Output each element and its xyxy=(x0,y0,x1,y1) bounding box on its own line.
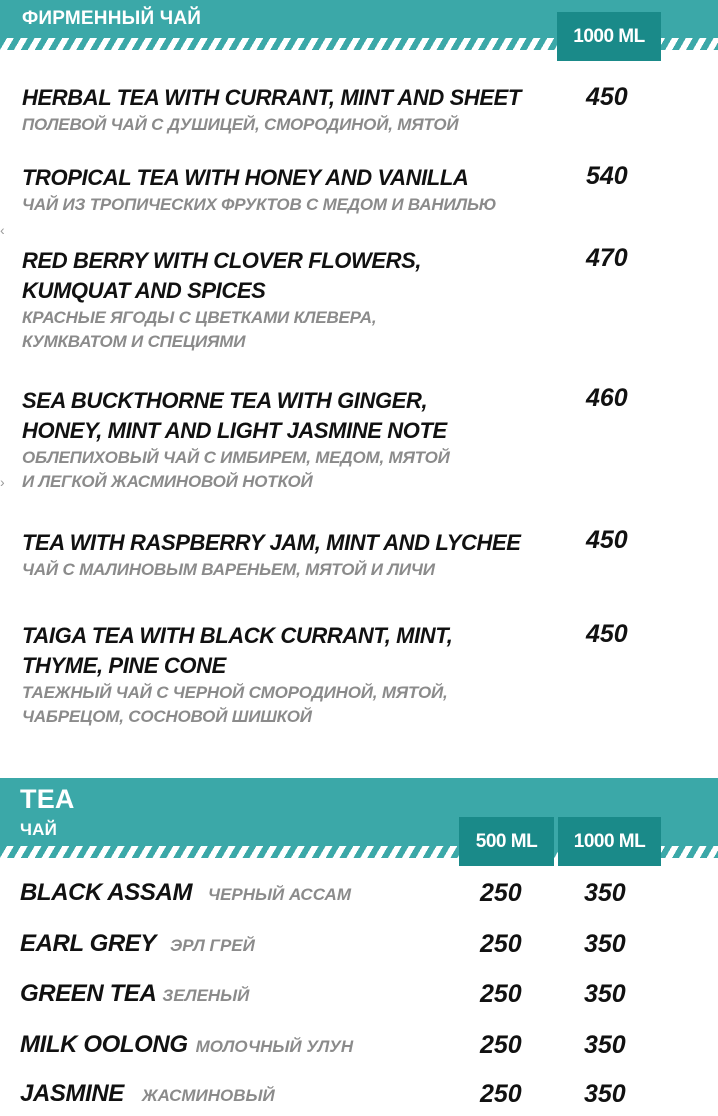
tea-name-ru: ЭРЛ ГРЕЙ xyxy=(169,936,255,955)
price-1000: 350 xyxy=(584,930,626,958)
price-500: 250 xyxy=(480,980,522,1008)
price-1000: 350 xyxy=(584,879,626,907)
price-1000: 350 xyxy=(584,980,626,1008)
price-1000: 350 xyxy=(584,1031,626,1059)
price-500: 250 xyxy=(480,1031,522,1059)
item-name-ru: ТАЕЖНЫЙ ЧАЙ С ЧЕРНОЙ СМОРОДИНОЙ, МЯТОЙ, ЧАБРЕЦОМ, СОСНОВОЙ ШИШКОЙ xyxy=(22,683,448,726)
menu-item xyxy=(22,163,582,217)
tea-row xyxy=(20,980,680,1016)
tea-row xyxy=(20,1080,680,1116)
tea-volume-small: 500 ML xyxy=(459,817,554,866)
tea-name-ru: МОЛОЧНЫЙ УЛУН xyxy=(195,1037,354,1056)
item-name-en: TEA WITH RASPBERRY JAM, MINT AND LYCHEE xyxy=(22,530,521,555)
menu-item xyxy=(22,246,582,354)
tea-subtitle: ЧАЙ xyxy=(20,820,58,839)
item-name-en: TAIGA TEA WITH BLACK CURRANT, MINT, THYME, PINE CONE xyxy=(22,623,453,678)
tea-title: TEA xyxy=(20,784,75,814)
item-name-ru: ЧАЙ С МАЛИНОВЫМ ВАРЕНЬЕМ, МЯТОЙ И ЛИЧИ xyxy=(22,560,435,579)
item-price: 450 xyxy=(586,620,628,648)
tea-name-en: EARL GREY xyxy=(20,930,156,957)
menu-item xyxy=(22,621,582,729)
price-500: 250 xyxy=(480,1080,522,1108)
item-price: 450 xyxy=(586,526,628,554)
item-price: 450 xyxy=(586,83,628,111)
tea-name-ru: ЗЕЛЕНЫЙ xyxy=(162,986,250,1005)
item-price: 460 xyxy=(586,384,628,412)
price-1000: 350 xyxy=(584,1080,626,1108)
tea-name-en: MILK OOLONG xyxy=(20,1031,188,1058)
tea-volume-large: 1000 ML xyxy=(558,817,661,866)
tea-row xyxy=(20,1031,680,1067)
item-name-en: HERBAL TEA WITH CURRANT, MINT AND SHEET xyxy=(22,85,521,110)
item-name-en: SEA BUCKTHORNE TEA WITH GINGER, HONEY, MINT AND LIGHT JASMINE NOTE xyxy=(22,388,447,443)
item-name-ru: ПОЛЕВОЙ ЧАЙ С ДУШИЦЕЙ, СМОРОДИНОЙ, МЯТОЙ xyxy=(22,115,459,134)
tea-name-ru: ЧЕРНЫЙ АССАМ xyxy=(208,885,351,904)
decorative-mark-icon: › xyxy=(0,474,5,490)
tea-row xyxy=(20,879,680,915)
tea-name-en: GREEN TEA xyxy=(20,980,157,1007)
item-name-ru: КРАСНЫЕ ЯГОДЫ С ЦВЕТКАМИ КЛЕВЕРА, КУМКВАТОМ И СПЕЦИЯМИ xyxy=(22,308,377,351)
item-name-ru: ОБЛЕПИХОВЫЙ ЧАЙ С ИМБИРЕМ, МЕДОМ, МЯТОЙ И ЛЕГКОЙ ЖАСМИНОВОЙ НОТКОЙ xyxy=(22,448,450,491)
tea-name-en: JASMINE xyxy=(20,1080,124,1107)
decorative-mark-icon: ‹ xyxy=(0,222,5,238)
menu-item xyxy=(22,83,582,137)
item-price: 540 xyxy=(586,162,628,190)
price-500: 250 xyxy=(480,930,522,958)
menu-item xyxy=(22,386,582,494)
item-name-en: TROPICAL TEA WITH HONEY AND VANILLA xyxy=(22,165,469,190)
tea-row xyxy=(20,930,680,966)
signature-tea-title: ФИРМЕННЫЙ ЧАЙ xyxy=(22,8,202,29)
menu-item xyxy=(22,528,582,582)
item-name-ru: ЧАЙ ИЗ ТРОПИЧЕСКИХ ФРУКТОВ С МЕДОМ И ВАНИЛЬЮ xyxy=(22,195,497,214)
price-500: 250 xyxy=(480,879,522,907)
item-name-en: RED BERRY WITH CLOVER FLOWERS, KUMQUAT AND SPICES xyxy=(22,248,422,303)
item-price: 470 xyxy=(586,244,628,272)
tea-name-ru: ЖАСМИНОВЫЙ xyxy=(141,1086,275,1105)
signature-volume-label: 1000 ML xyxy=(557,12,661,61)
tea-name-en: BLACK ASSAM xyxy=(20,879,193,906)
